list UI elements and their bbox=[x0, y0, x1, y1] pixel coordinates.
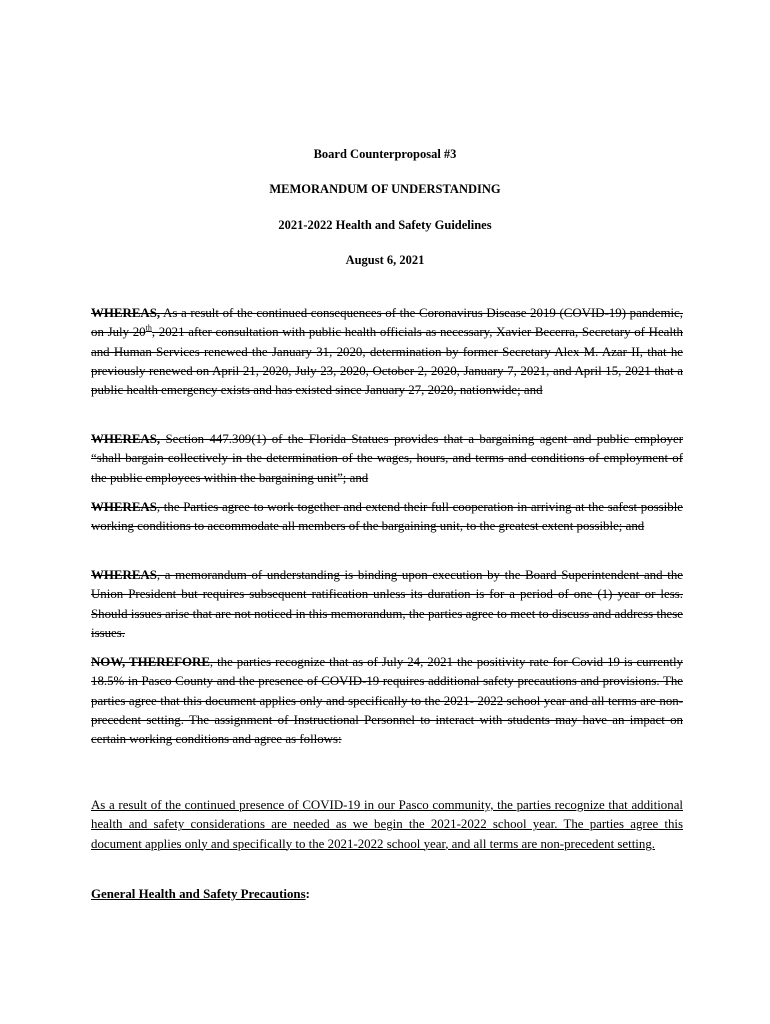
document-title: Board Counterproposal #3 bbox=[313, 147, 457, 161]
paragraph-text: , 2021 after consultation with public health officials as necessary, Xavier Becerra, Secretary of Health and Human Services renewed the January 31, 2020, determination by former Secretary Alex M. Azar II, that he previously renewed on April 21, 2020, July 23, 2020, October 2, 2020, January 7, 2021, and April 15, 2021 that a public health emergency exists and has existed since January 27, 2020, nationwide; and bbox=[91, 325, 684, 398]
paragraph-text: As a result of the continued consequences of the Coronavirus Disease 2019 (COVID-19) pandemic, on July 20 bbox=[91, 306, 683, 340]
document-date: August 6, 2021 bbox=[345, 253, 425, 267]
now-therefore-paragraph bbox=[91, 653, 683, 769]
paragraph-lead: NOW, THEREFORE bbox=[91, 655, 210, 669]
paragraph-text: , the parties recognize that as of July 24, 2021 the positivity rate for Covid 19 is currently 18.5% in Pasco County and the presence of COVID-19 requires additional safety precautions and provisions. The parties agree that this document applies only and specifically to the 2021- 2022 school year and all terms are non-precedent setting. The assignment of Instructional Personnel to interact with students may have an impact on certain working conditions and agree as follows: bbox=[91, 655, 683, 747]
guidelines-title: 2021-2022 Health and Safety Guidelines bbox=[278, 218, 492, 232]
ordinal-suffix: th bbox=[145, 324, 152, 333]
whereas-paragraph-4 bbox=[91, 566, 683, 644]
paragraph-lead: WHEREAS bbox=[91, 500, 157, 514]
paragraph-lead: WHEREAS bbox=[91, 568, 157, 582]
whereas-paragraph-2 bbox=[91, 430, 683, 488]
paragraph-text: Section 447.309(1) of the Florida Statues provides that a bargaining agent and public employer “shall bargain collectively in the determination of the wages, hours, and terms and conditions of employment of the public employees within the bargaining unit”; and bbox=[91, 432, 683, 485]
whereas-paragraph-3 bbox=[91, 498, 683, 556]
section-heading-text: General Health and Safety Precautions bbox=[91, 887, 306, 901]
section-heading-colon: : bbox=[305, 887, 310, 901]
whereas-paragraph-1 bbox=[91, 304, 683, 420]
paragraph-lead: WHEREAS, bbox=[91, 306, 161, 320]
paragraph-lead: WHEREAS, bbox=[91, 432, 161, 446]
paragraph-text: , the Parties agree to work together and extend their full cooperation in arriving at the safest possible working conditions to accommodate all members of the bargaining unit, to the greatest extent possible; and bbox=[91, 500, 683, 534]
inserted-paragraph: As a result of the continued presence of COVID-19 in our Pasco community, the parties recognize that additional health and safety considerations are needed as we begin the 2021-2022 school year. The parties agree this document applies only and specifically to the 2021-2022 school year, and all terms are non-precedent setting. bbox=[91, 798, 683, 851]
document-subtitle: MEMORANDUM OF UNDERSTANDING bbox=[269, 182, 501, 196]
section-heading bbox=[91, 885, 310, 904]
paragraph-text: , a memorandum of understanding is binding upon execution by the Board Superintendent and the Union President but requires subsequent ratification unless its duration is for a period of one (1) year or less. Should issues arise that are not noticed in this memorandum, the parties agree to meet to discuss and address these issues. bbox=[91, 568, 683, 640]
